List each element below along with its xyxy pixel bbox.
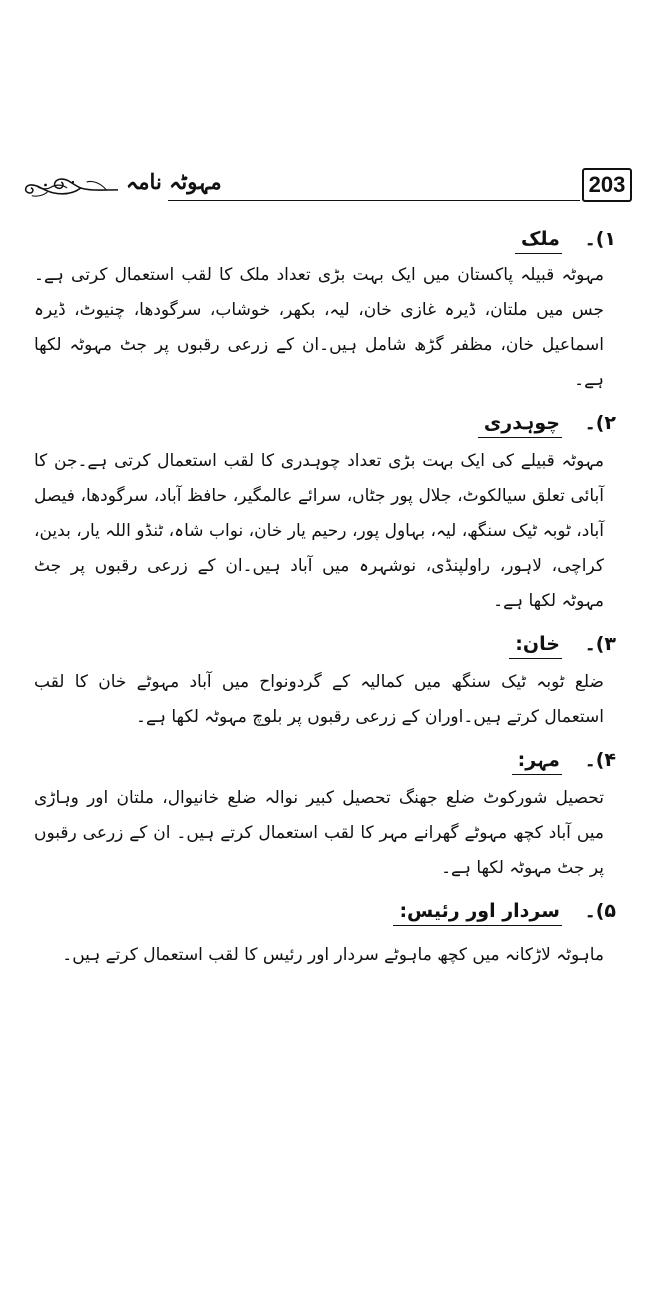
section-title: خان: [509,630,562,659]
page-number: 203 [582,168,632,202]
section-title: سردار اور رئیس: [393,897,561,926]
section-title: مہر: [512,746,562,775]
section-heading-sardar-raees [34,894,616,928]
section-paragraph-khan: ضلع ٹوبہ ٹیک سنگھ میں کمالیہ کے گردونواح میں آباد مہوٹے خان کا لقب استعمال کرتے ہیں۔اوران کے زرعی رقبوں پر بلوچ مہوٹہ لکھا ہے۔ [34,672,604,727]
section-heading-khan [34,627,616,661]
section-title: چوہدری [478,409,562,438]
section-paragraph-chaudhry: مہوٹہ قبیلے کی ایک بہت بڑی تعداد چوہدری کا لقب استعمال کرتی ہے۔جن کا آبائی تعلق سیالکوٹ، جلال پور جٹاں، سرائے عالمگیر، حافظ آباد، سرگودھا، فیصل آباد، ٹوبہ ٹیک سنگھ، لیہ، بہاول پور، رحیم یار خان، نواب شاہ، ٹنڈو اللہ یار، بدین، کراچی، لاہور، راولپنڈی، نوشہرہ میں آباد ہیں۔ان کے زرعی رقبوں پر جٹ مہوٹہ لکھا ہے۔ [34,451,604,611]
section-heading-chaudhry [34,406,616,440]
page-content [34,222,616,981]
section-heading-mehar [34,743,616,777]
page-header [18,168,632,208]
section-number: ۴)۔ [584,749,616,771]
header-rule [168,200,580,201]
floral-scroll-ornament-icon [22,170,120,200]
section-number: ۵)۔ [584,900,616,922]
section-number: ۳)۔ [584,633,616,655]
section-title: ملک [515,225,562,254]
section-number: ۱)۔ [584,228,616,250]
section-paragraph-malik: مہوٹہ قبیلہ پاکستان میں ایک بہت بڑی تعداد ملک کا لقب استعمال کرتی ہے۔ جس میں ملتان، ڈیرہ غازی خان، لیہ، بکھر، خوشاب، سرگودھا، چنیوٹ، ڈیرہ اسماعیل خان، مظفر گڑھ شامل ہیں۔ان کے زرعی رقبوں پر جٹ مہوٹہ لکھا ہے۔ [34,265,604,390]
section-paragraph-mehar: تحصیل شورکوٹ ضلع جھنگ تحصیل کبیر نوالہ ضلع خانیوال، ملتان اور وہاڑی میں آباد کچھ مہوٹے گھرانے مہر کا لقب استعمال کرتے ہیں۔ ان کے زرعی رقبوں پر جٹ مہوٹہ لکھا ہے۔ [34,788,604,878]
running-title: مہوٹہ نامہ [126,169,222,194]
section-heading-malik [34,222,616,256]
section-number: ۲)۔ [584,412,616,434]
section-paragraph-sardar-raees: ماہوٹہ لاڑکانہ میں کچھ ماہوٹے سردار اور رئیس کا لقب استعمال کرتے ہیں۔ [62,945,604,965]
